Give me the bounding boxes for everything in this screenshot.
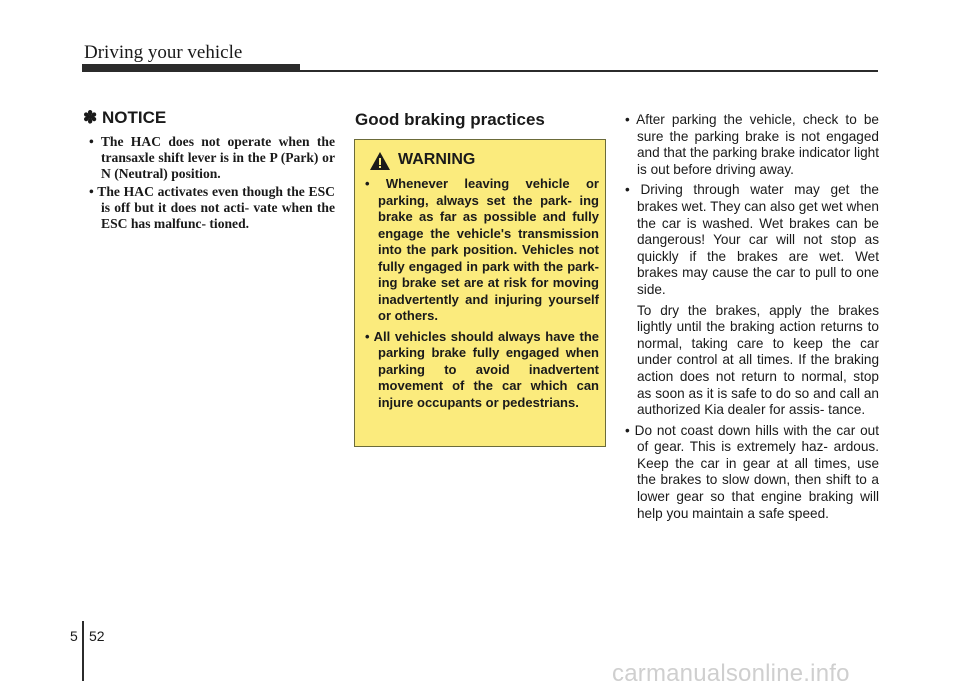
- notice-item: • The HAC does not operate when the transaxle shift lever is in the P (Park) or N (Neutral) position.: [83, 134, 335, 183]
- watermark-text: carmanualsonline.info: [612, 660, 850, 687]
- warning-list: [365, 176, 599, 415]
- warning-item: • Whenever leaving vehicle or parking, always set the park- ing brake as far as possible and fully engage the vehicle's transmission into the park position. Vehicles not fully engaged in park with the park- ing brake set are at risk for moving inadvertently and injuring yourself or others.: [365, 176, 599, 325]
- practices-list: [625, 112, 879, 299]
- warning-item: • All vehicles should always have the parking brake fully engaged when parking to avoid inadvertent movement of the car which can injure occupants or pedestrians.: [365, 329, 599, 412]
- notice-item: • The HAC activates even though the ESC is off but it does not acti- vate when the ESC has malfunc- tioned.: [83, 184, 335, 233]
- footer-chapter-number: 5: [70, 628, 78, 644]
- notice-title: ✽ NOTICE: [83, 108, 167, 127]
- practices-column: [625, 112, 879, 526]
- practice-item: • After parking the vehicle, check to be sure the parking brake is not engaged and that the parking brake indicator light is out before driving away.: [625, 112, 879, 178]
- notice-column: [83, 108, 335, 233]
- practice-item: • Driving through water may get the brakes wet. They can also get wet when the car is washed. Wet brakes can be dangerous! Your car will not stop as quickly if the brakes are wet. Wet brakes may cause the car to pull to one side.: [625, 182, 879, 298]
- practice-paragraph: To dry the brakes, apply the brakes lightly until the braking action returns to normal, taking care to keep the car under control at all times. If the braking action does not return to normal, stop as soon as it is safe to do so and call an authorized Kia dealer for assis- tance.: [637, 302, 879, 418]
- warning-title: WARNING: [398, 151, 476, 168]
- warning-box: [354, 139, 606, 447]
- header-rule-thin: [82, 70, 878, 72]
- practice-item: • Do not coast down hills with the car out of gear. This is extremely haz- ardous. Keep the car in gear at all times, use the brakes to slow down, then shift to a lower gear so that engine braking will help you maintain a safe speed.: [625, 423, 879, 523]
- practices-list-continued: [625, 423, 879, 523]
- section-title: Good braking practices: [355, 110, 545, 129]
- footer-rule: [82, 621, 84, 681]
- warning-triangle-icon: [369, 151, 391, 171]
- notice-list: [83, 134, 335, 232]
- page-header-title: Driving your vehicle: [84, 42, 243, 63]
- footer-page-number: 52: [89, 628, 105, 644]
